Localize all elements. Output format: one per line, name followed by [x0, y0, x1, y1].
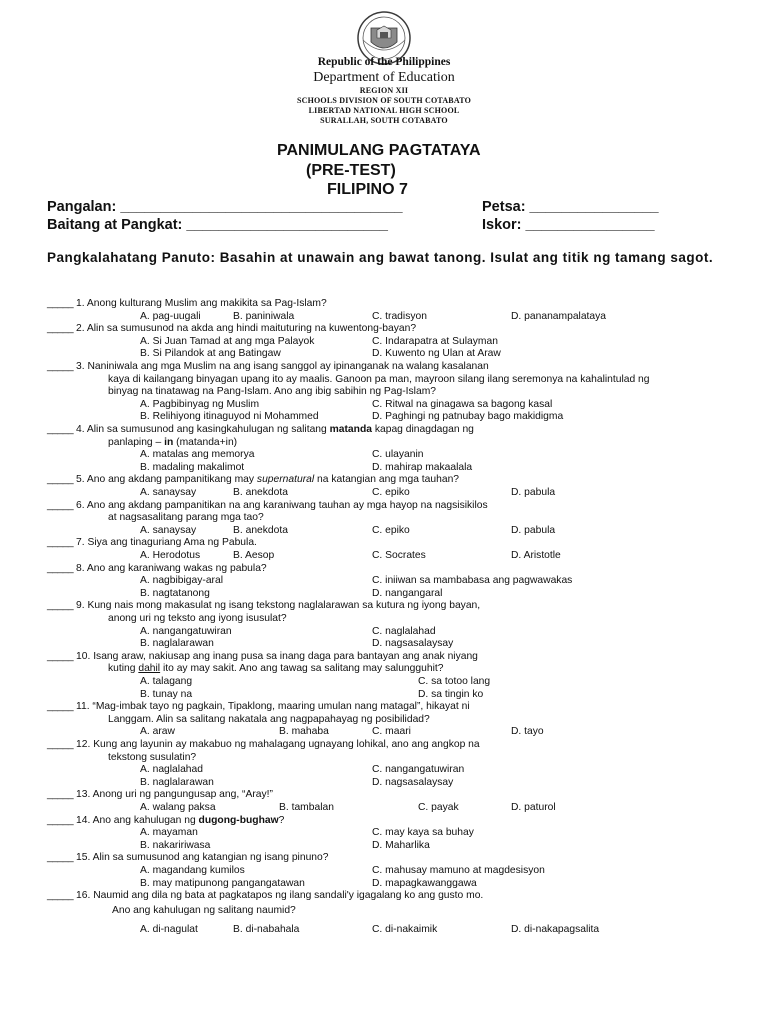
- choice-4-A: A. matalas ang memorya: [140, 449, 255, 461]
- choice-10-B: B. tunay na: [140, 688, 193, 700]
- choice-12-A: A. naglalahad: [140, 764, 203, 776]
- choice-11-A: A. araw: [140, 726, 175, 738]
- choice-5-D: D. pabula: [511, 487, 556, 498]
- choice-10-A: A. talagang: [140, 676, 193, 687]
- choice-11-C: C. maari: [372, 726, 411, 738]
- choice-2-B: B. Si Pilandok at ang Batingaw: [140, 348, 281, 360]
- republic-line: Republic of the Philippines: [317, 56, 451, 68]
- location-line: SURALLAH, SOUTH COTABATO: [320, 116, 448, 125]
- choice-6-D: D. pabula: [511, 524, 556, 536]
- answer-blank[interactable]: _____: [47, 739, 74, 750]
- question-11-continued: Langgam. Alin sa salitang nakatala ang nagpapahayag ng posibilidad?: [108, 713, 430, 725]
- school-line: LIBERTAD NATIONAL HIGH SCHOOL: [308, 106, 460, 115]
- choice-1-B: B. paniniwala: [233, 310, 295, 322]
- choice-16-A: A. di-nagulat: [140, 924, 198, 936]
- question-16-continued: Ano ang kahulugan ng salitang naumid?: [112, 905, 296, 917]
- choice-5-A: A. sanaysay: [140, 487, 197, 498]
- answer-blank[interactable]: _____: [47, 852, 74, 864]
- choice-8-D: D. nangangaral: [372, 587, 443, 599]
- pangalan-field[interactable]: Pangalan: ___________________________________: [47, 199, 403, 215]
- question-6: _____ 6. Ano ang akdang pampanitikan na ang karaniwang tauhan ay mga hayop na nagsisikilos: [47, 499, 488, 511]
- question-5: _____ 5. Ano ang akdang pampanitikang may supernatural na katangian ang mga tauhan?: [47, 474, 460, 486]
- answer-blank[interactable]: _____: [47, 890, 74, 902]
- answer-blank[interactable]: _____: [47, 562, 74, 574]
- choice-12-D: D. nagsasalaysay: [372, 776, 454, 788]
- question-3-continued: binyag na tinatawag na Pang-Islam. Ano ang ibig sabihin ng Pag-Islam?: [108, 386, 436, 398]
- choice-14-C: C. may kaya sa buhay: [372, 827, 474, 839]
- choice-9-D: D. nagsasalaysay: [372, 638, 454, 650]
- choice-8-B: B. nagtatanong: [140, 587, 210, 599]
- choice-7-D: D. Aristotle: [511, 550, 561, 561]
- choice-2-C: C. Indarapatra at Sulayman: [372, 335, 498, 347]
- department-line: Department of Education: [313, 70, 455, 85]
- choice-15-D: D. mapagkawanggawa: [372, 877, 477, 889]
- answer-blank[interactable]: _____: [47, 701, 74, 713]
- general-instructions: Pangkalahatang Panuto: Basahin at unawain ang bawat tanong. Isulat ang titik ng tamang sagot.: [47, 250, 714, 265]
- choice-14-D: D. Maharlika: [372, 839, 430, 851]
- choice-6-B: B. anekdota: [233, 524, 288, 536]
- choice-9-B: B. naglalarawan: [140, 638, 214, 650]
- choice-11-B: B. mahaba: [279, 726, 329, 738]
- choice-15-B: B. may matipunong pangangatawan: [140, 877, 305, 889]
- choice-9-A: A. nangangatuwiran: [140, 625, 232, 637]
- choice-8-A: A. nagbibigay-aral: [140, 575, 223, 587]
- answer-blank[interactable]: _____: [47, 323, 74, 335]
- answer-blank[interactable]: _____: [47, 474, 74, 486]
- answer-blank[interactable]: _____: [47, 361, 74, 372]
- question-14: _____ 14. Ano ang kahulugan ng dugong-bughaw?: [47, 814, 285, 826]
- question-8: _____ 8. Ano ang karaniwang wakas ng pabula?: [47, 562, 267, 574]
- question-3-continued: kaya di kailangang binyagan upang ito ay maalis. Ganoon pa man, mayroon silang ilang seremonya na kahalintulad ng: [108, 373, 650, 385]
- choice-14-A: A. mayaman: [140, 827, 198, 839]
- question-1: _____ 1. Anong kulturang Muslim ang makikita sa Pag-Islam?: [47, 298, 327, 309]
- choice-16-B: B. di-nabahala: [233, 924, 300, 936]
- region-line: REGION XII: [359, 86, 409, 95]
- question-12-continued: tekstong susulatin?: [108, 751, 197, 763]
- choice-3-B: B. Relihiyong itinaguyod ni Mohammed: [140, 411, 319, 423]
- iskor-field[interactable]: Iskor: ________________: [482, 217, 655, 233]
- question-10-continued: kuting dahil ito ay may sakit. Ano ang tawag sa salitang may salungguhit?: [108, 663, 444, 675]
- test-subtitle: (PRE-TEST): [306, 162, 396, 179]
- choice-6-A: A. sanaysay: [140, 524, 197, 536]
- question-2: _____ 2. Alin sa sumusunod na akda ang hindi maituturing na kuwentong-bayan?: [47, 323, 417, 335]
- choice-2-D: D. Kuwento ng Ulan at Araw: [372, 348, 501, 360]
- answer-blank[interactable]: _____: [47, 650, 74, 662]
- choice-7-B: B. Aesop: [233, 550, 275, 561]
- choice-8-C: C. iniiwan sa mambabasa ang pagwawakas: [372, 575, 573, 587]
- question-12: _____ 12. Kung ang layunin ay makabuo ng mahalagang ugnayang lohikal, ano ang angkop na: [47, 739, 480, 750]
- choice-3-C: C. Ritwal na ginagawa sa bagong kasal: [372, 398, 553, 410]
- choice-15-A: A. magandang kumilos: [140, 865, 245, 876]
- answer-blank[interactable]: _____: [47, 537, 74, 549]
- question-16: _____ 16. Naumid ang dila ng bata at pagkatapos ng ilang sandali'y igagalang ko ang gusto mo.: [47, 890, 484, 902]
- test-title: PANIMULANG PAGTATAYA: [277, 142, 481, 159]
- choice-13-A: A. walang paksa: [140, 802, 216, 813]
- choice-4-D: D. mahirap makaalala: [372, 461, 473, 473]
- choice-14-B: B. nakaririwasa: [140, 839, 211, 851]
- choice-6-C: C. epiko: [372, 524, 410, 536]
- answer-blank[interactable]: _____: [47, 424, 74, 435]
- choice-2-A: A. Si Juan Tamad at ang mga Palayok: [140, 335, 315, 347]
- question-10: _____ 10. Isang araw, nakiusap ang inang pusa sa inang daga para bantayan ang anak niyang: [47, 650, 478, 662]
- choice-1-A: A. pag-uugali: [140, 310, 201, 322]
- choice-5-B: B. anekdota: [233, 487, 288, 498]
- question-9-continued: anong uri ng teksto ang iyong isusulat?: [108, 613, 287, 624]
- question-9: _____ 9. Kung nais mong makasulat ng isang tekstong naglalarawan sa kutura ng iyong bayan,: [47, 600, 481, 612]
- question-4-continued: panlaping – in (matanda+in): [108, 436, 238, 448]
- choice-13-D: D. paturol: [511, 802, 556, 813]
- test-subject: FILIPINO 7: [327, 181, 408, 198]
- question-3: _____ 3. Naniniwala ang mga Muslim na ang isang sanggol ay ipinanganak na walang kasalanan: [47, 361, 489, 372]
- choice-10-C: C. sa totoo lang: [418, 676, 491, 687]
- choice-13-C: C. payak: [418, 802, 459, 813]
- answer-blank[interactable]: _____: [47, 298, 74, 309]
- choice-4-C: C. ulayanin: [372, 449, 424, 461]
- choice-12-B: B. naglalarawan: [140, 776, 214, 788]
- question-15: _____ 15. Alin sa sumusunod ang katangian ng isang pinuno?: [47, 852, 329, 864]
- answer-blank[interactable]: _____: [47, 814, 74, 826]
- answer-blank[interactable]: _____: [47, 600, 74, 612]
- petsa-field[interactable]: Petsa: ________________: [482, 199, 659, 215]
- answer-blank[interactable]: _____: [47, 789, 74, 801]
- question-11: _____ 11. “Mag-imbak tayo ng pagkain, Tipaklong, maaring umulan nang matagal”, hikayat ni: [47, 701, 470, 713]
- question-7: _____ 7. Siya ang tinaguriang Ama ng Pabula.: [47, 537, 257, 549]
- choice-1-C: C. tradisyon: [372, 310, 427, 322]
- choice-1-D: D. pananampalataya: [511, 310, 607, 322]
- choice-3-D: D. Paghingi ng patnubay bago makidigma: [372, 411, 564, 423]
- question-6-continued: at nagsasalitang parang mga tao?: [108, 512, 264, 524]
- choice-5-C: C. epiko: [372, 487, 410, 498]
- baitang-field[interactable]: Baitang at Pangkat: _________________________: [47, 217, 388, 233]
- choice-15-C: C. mahusay mamuno at magdesisyon: [372, 865, 545, 876]
- question-13: _____ 13. Anong uri ng pangungusap ang, “Aray!”: [47, 789, 273, 801]
- answer-blank[interactable]: _____: [47, 499, 74, 511]
- choice-16-D: D. di-nakapagsalita: [511, 924, 600, 936]
- choice-11-D: D. tayo: [511, 726, 544, 738]
- choice-16-C: C. di-nakaimik: [372, 924, 438, 936]
- choice-13-B: B. tambalan: [279, 802, 334, 813]
- choice-7-C: C. Socrates: [372, 550, 426, 561]
- choice-3-A: A. Pagbibinyag ng Muslim: [140, 398, 260, 410]
- division-line: SCHOOLS DIVISION OF SOUTH COTABATO: [296, 96, 472, 105]
- choice-10-D: D. sa tingin ko: [418, 688, 484, 700]
- choice-9-C: C. naglalahad: [372, 625, 436, 637]
- choice-4-B: B. madaling makalimot: [140, 461, 245, 473]
- question-4: _____ 4. Alin sa sumusunod ang kasingkahulugan ng salitang matanda kapag dinagdagan ng: [47, 424, 474, 435]
- choice-12-C: C. nangangatuwiran: [372, 764, 465, 776]
- choice-7-A: A. Herodotus: [140, 550, 201, 561]
